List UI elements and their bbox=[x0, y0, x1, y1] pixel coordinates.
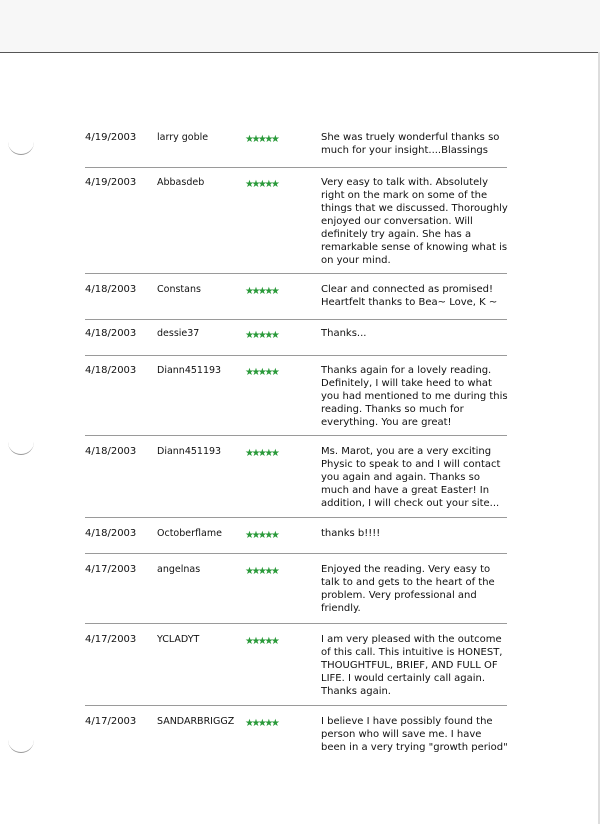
review-date: 4/17/2003 bbox=[85, 564, 137, 575]
review-date: 4/19/2003 bbox=[85, 132, 137, 143]
scan-top-edge bbox=[0, 0, 600, 53]
review-comment: Thanks... bbox=[321, 328, 367, 339]
review-date: 4/18/2003 bbox=[85, 328, 137, 339]
reviewer-name: dessie37 bbox=[157, 328, 200, 339]
star-rating: ★★★★★ bbox=[245, 286, 278, 297]
row-divider bbox=[85, 319, 507, 320]
star-rating: ★★★★★ bbox=[245, 530, 278, 541]
punch-hole bbox=[8, 140, 34, 155]
star-rating: ★★★★★ bbox=[245, 718, 278, 729]
review-comment: Ms. Marot, you are a very exciting Physic to speak to and I will contact you again and again. Thanks so much and have a great Easter! In addition, I will check out your site... bbox=[321, 446, 501, 509]
row-divider bbox=[85, 623, 507, 624]
reviewer-name: Constans bbox=[157, 284, 201, 295]
star-rating: ★★★★★ bbox=[245, 134, 278, 145]
row-divider bbox=[85, 553, 507, 554]
row-divider bbox=[85, 517, 507, 518]
row-divider bbox=[85, 355, 507, 356]
reviewer-name: Diann451193 bbox=[157, 446, 222, 457]
star-rating: ★★★★★ bbox=[245, 330, 278, 341]
review-date: 4/18/2003 bbox=[85, 365, 137, 376]
review-comment: thanks b!!!! bbox=[321, 528, 381, 539]
punch-hole bbox=[8, 440, 34, 455]
review-date: 4/19/2003 bbox=[85, 177, 137, 188]
reviewer-name: Abbasdeb bbox=[157, 177, 205, 188]
punch-hole bbox=[8, 738, 34, 753]
reviewer-name: Octoberflame bbox=[157, 528, 222, 539]
review-date: 4/18/2003 bbox=[85, 528, 137, 539]
star-rating: ★★★★★ bbox=[245, 367, 278, 378]
row-divider bbox=[85, 705, 507, 706]
review-comment: Enjoyed the reading. Very easy to talk to and gets to the heart of the problem. Very professional and friendly. bbox=[321, 564, 495, 614]
review-date: 4/17/2003 bbox=[85, 716, 137, 727]
review-date: 4/18/2003 bbox=[85, 446, 137, 457]
reviewer-name: larry goble bbox=[157, 132, 209, 143]
review-comment: She was truely wonderful thanks so much for your insight....Blassings bbox=[321, 132, 500, 156]
reviewer-name: YCLADYT bbox=[157, 634, 200, 645]
row-divider bbox=[85, 435, 507, 436]
review-date: 4/17/2003 bbox=[85, 634, 137, 645]
star-rating: ★★★★★ bbox=[245, 566, 278, 577]
star-rating: ★★★★★ bbox=[245, 448, 278, 459]
review-comment: I believe I have possibly found the person who will save me. I have been in a very trying "growth period" bbox=[321, 716, 508, 753]
review-comment: I am very pleased with the outcome of this call. This intuitive is HONEST, THOUGHTFUL, BRIEF, AND FULL OF LIFE. I would certainly call again. Thanks again. bbox=[321, 634, 503, 697]
review-comment: Very easy to talk with. Absolutely right on the mark on some of the things that we discussed. Thoroughly enjoyed our conversation. Will definitely try again. She has a remarkable sense of knowing what is on your mind. bbox=[321, 177, 508, 266]
review-date: 4/18/2003 bbox=[85, 284, 137, 295]
review-comment: Clear and connected as promised! Heartfelt thanks to Bea~ Love, K ~ bbox=[321, 284, 498, 308]
reviewer-name: Diann451193 bbox=[157, 365, 222, 376]
row-divider bbox=[85, 273, 507, 274]
reviewer-name: SANDARBRIGGZ bbox=[157, 716, 235, 727]
star-rating: ★★★★★ bbox=[245, 636, 278, 647]
reviewer-name: angelnas bbox=[157, 564, 201, 575]
review-comment: Thanks again for a lovely reading. Definitely, I will take heed to what you had mentioned to me during this reading. Thanks so much for everything. You are great! bbox=[321, 365, 508, 428]
star-rating: ★★★★★ bbox=[245, 179, 278, 190]
row-divider bbox=[85, 167, 507, 168]
